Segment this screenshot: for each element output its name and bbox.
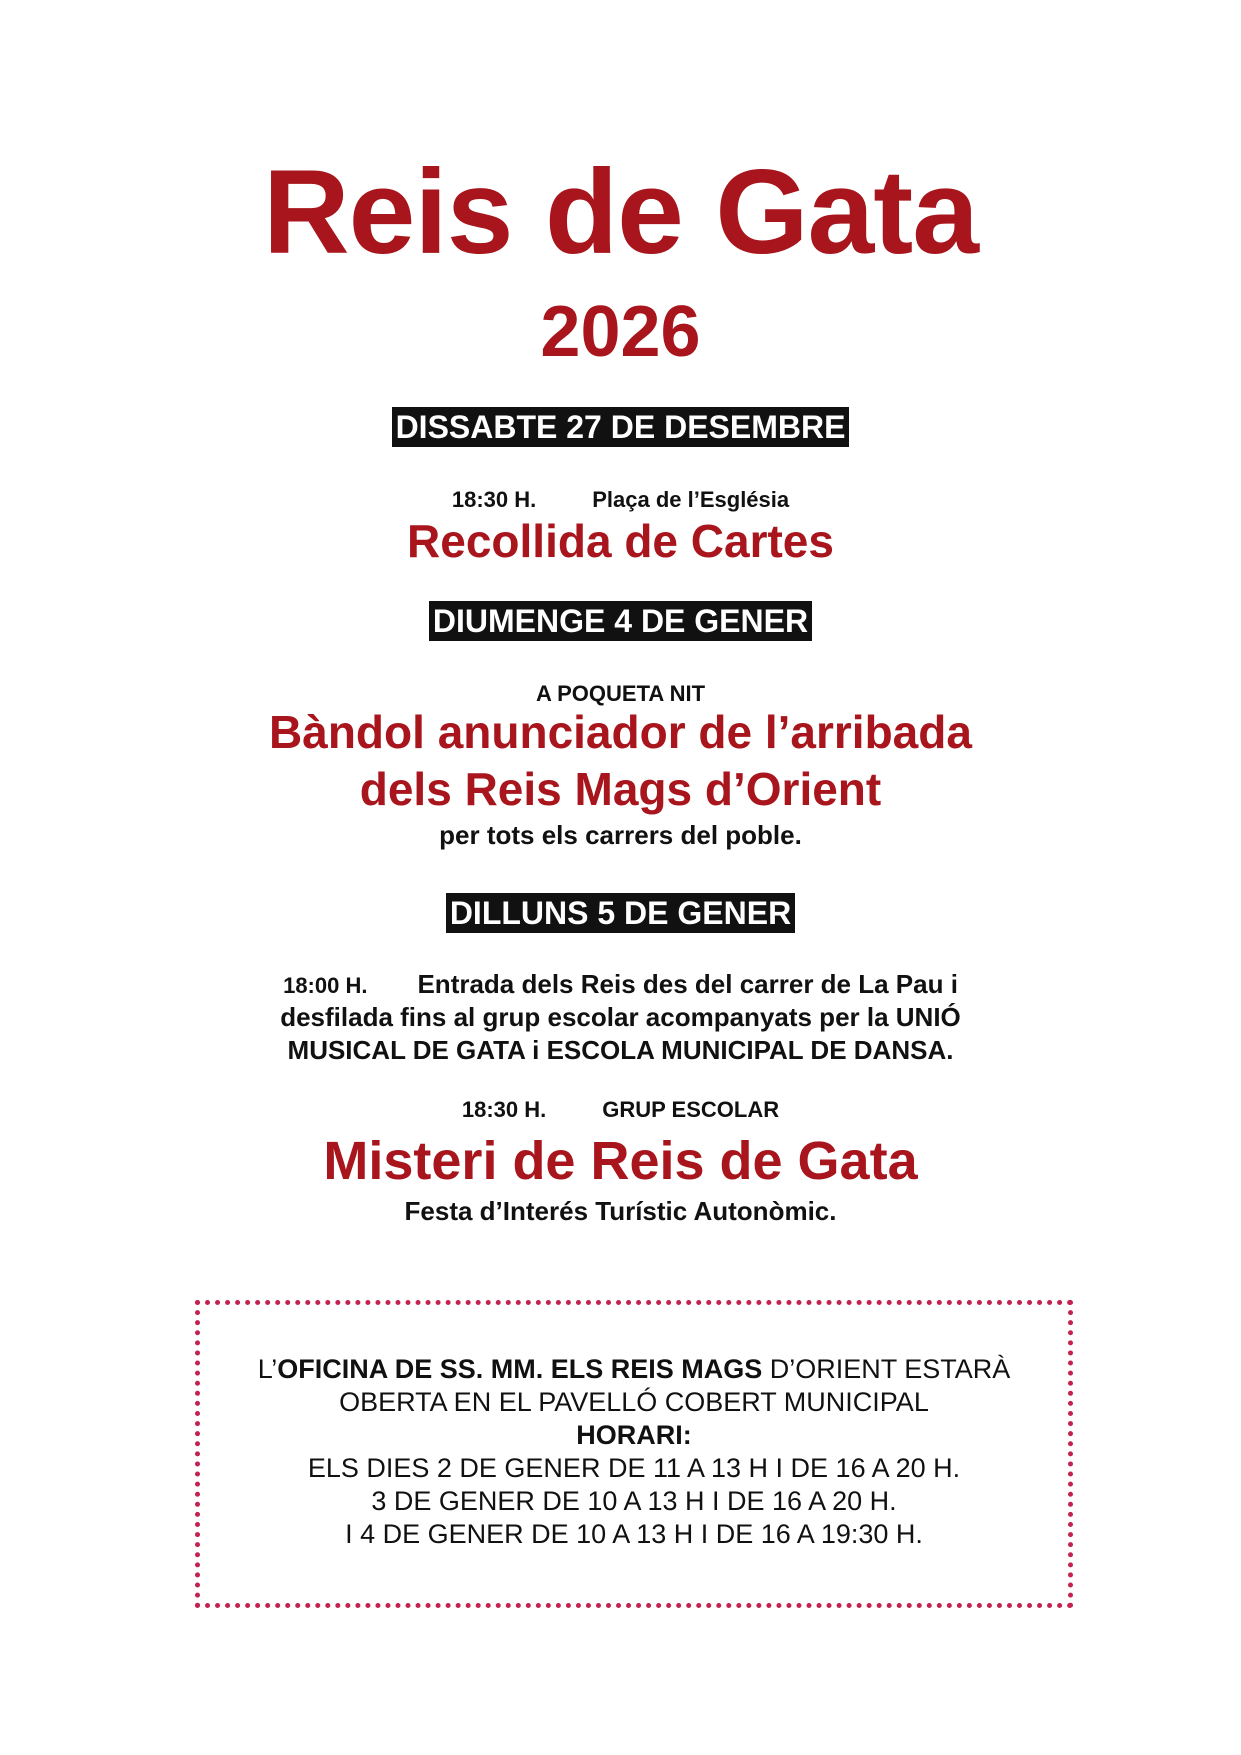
day2-event-line2: dels Reis Mags d’Orient [359, 763, 882, 815]
office-hours3: I 4 DE GENER DE 10 A 13 H I DE 16 A 19:30 H. [345, 1519, 923, 1549]
day1-time: 18:30 H. [451, 487, 537, 512]
day3-paragraph-line1: 18:00 H. Entrada dels Reis des del carrer de La Pau i [283, 969, 958, 999]
day3-paragraph-line3: MUSICAL DE GATA i ESCOLA MUNICIPAL DE DANSA. [287, 1035, 954, 1065]
day2-event-line1: Bàndol anunciador de l’arribada [269, 706, 972, 758]
day2-detail: per tots els carrers del poble. [439, 820, 802, 850]
office-hours1: ELS DIES 2 DE GENER DE 11 A 13 H I DE 16 A 20 H. [307, 1453, 961, 1483]
office-text [200, 1353, 1068, 1551]
day3-detail: Festa d’Interés Turístic Autonòmic. [404, 1196, 837, 1226]
office-hours-label: HORARI: [576, 1420, 692, 1450]
day3-paragraph-line2: desfilada fins al grup escolar acompanyats per la UNIÓ [280, 1002, 961, 1032]
office-hours2: 3 DE GENER DE 10 A 13 H I DE 16 A 20 H. [371, 1486, 897, 1516]
day2-label: DIUMENGE 4 DE GENER [429, 601, 812, 641]
day3-event: Misteri de Reis de Gata [323, 1131, 918, 1191]
day3-place2: GRUP ESCOLAR [602, 1097, 780, 1122]
day1-event: Recollida de Cartes [407, 515, 834, 567]
day3-time1: 18:00 H. [283, 973, 368, 998]
office-info-box [195, 1300, 1073, 1608]
day1-place: Plaça de l’Església [592, 487, 790, 512]
day3-meta [0, 1097, 1241, 1123]
office-line1: L’OFICINA DE SS. MM. ELS REIS MAGS D’ORIENT ESTARÀ [257, 1354, 1011, 1384]
day2-when: A POQUETA NIT [535, 681, 706, 706]
office-line2: OBERTA EN EL PAVELLÓ COBERT MUNICIPAL [339, 1387, 929, 1417]
day1-meta [0, 487, 1241, 513]
year: 2026 [540, 292, 701, 372]
page-title: Reis de Gata [263, 145, 978, 279]
office-name: OFICINA DE SS. MM. ELS REIS MAGS [277, 1354, 763, 1384]
day3-label: DILLUNS 5 DE GENER [446, 893, 795, 933]
day1-header [0, 407, 1241, 447]
day3-time2: 18:30 H. [461, 1097, 547, 1122]
day1-label: DISSABTE 27 DE DESEMBRE [392, 407, 850, 447]
day2-header [0, 601, 1241, 641]
day3-header [0, 893, 1241, 933]
